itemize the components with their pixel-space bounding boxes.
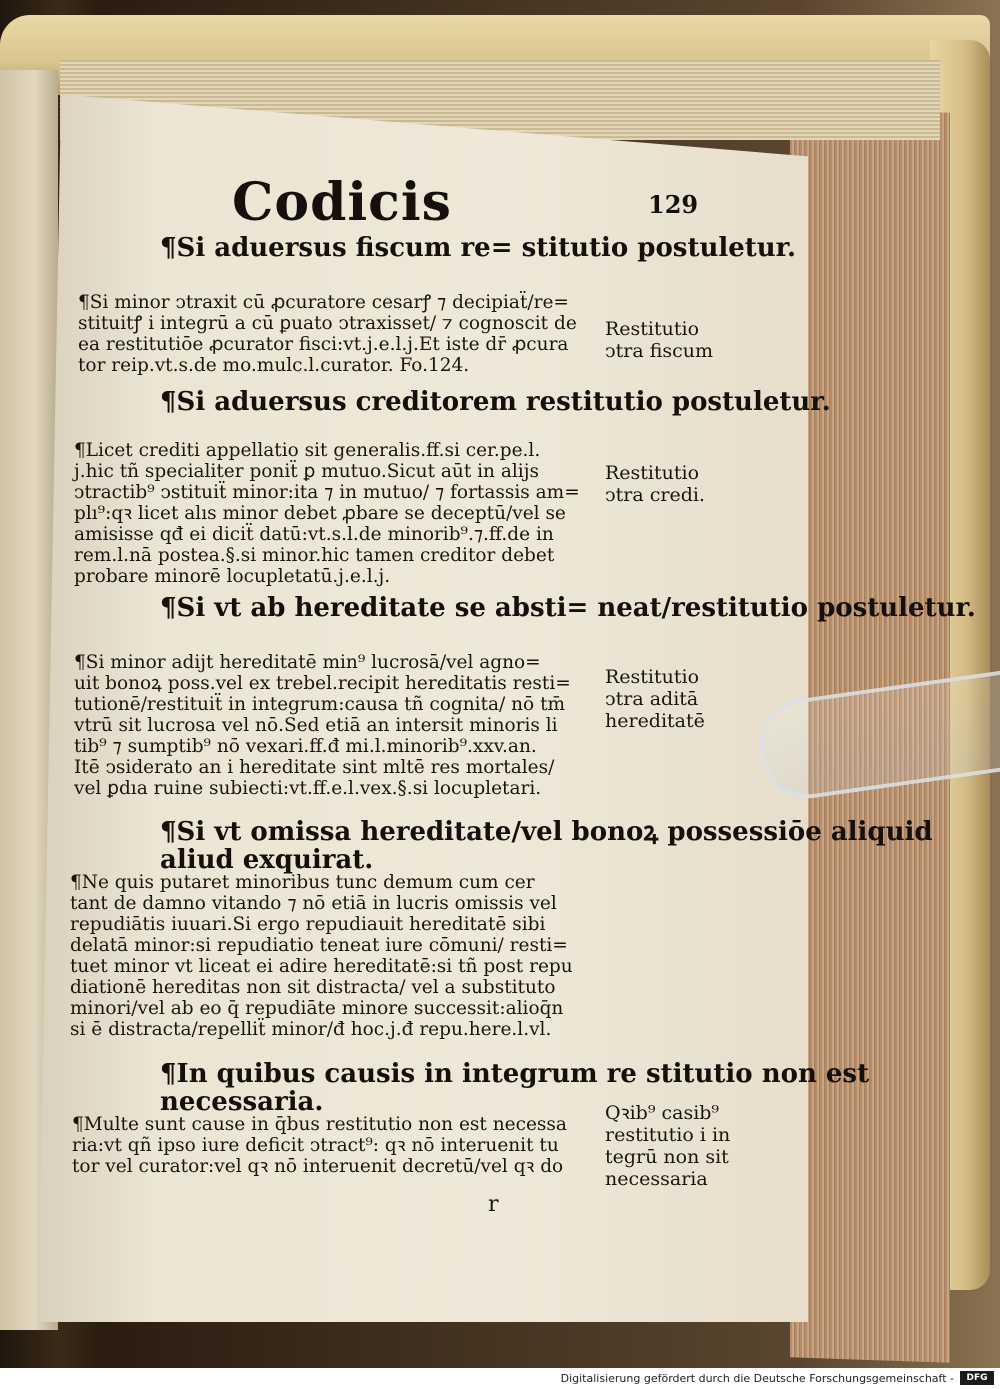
section-heading: ¶Si aduersus fiscum re= stitutio postuletur. — [160, 233, 797, 263]
margin-note: Restitutio ↄtra aditā hereditatē — [605, 666, 705, 732]
section-paragraph: ¶Si minor adijt hereditatē min⁹ lucrosā/vel agno= uit bonoꝝ poss.vel ex trebel.recipit hereditatis resti= tutionē/restituiẗ in integrum:causa tñ cognita/ nō tm̄ vtrū sit lucrosa vel nō.Sed etiā an intersit minoris li tib⁹ ⁊ sumptib⁹ nō vexari.ff.đ mi.l.minorib⁹.xxv.an. Itē ↄsiderato an i hereditate sint mltē res mortales/ vel ꝑdıa ruine subiecti:vt.ff.e.l.vex.§.si locupletari. — [74, 652, 571, 799]
section-heading: ¶Si vt omissa hereditate/vel bonoꝝ possessiōe aliquid aliud exquirat. — [160, 817, 933, 875]
funding-credit: Digitalisierung gefördert durch die Deutsche Forschungsgemeinschaft - — [560, 1372, 954, 1385]
margin-note: Restitutio ↄtra credi. — [605, 462, 705, 506]
margin-note: Qꝛib⁹ casib⁹ restitutio i in tegrū non sit necessaria — [605, 1102, 731, 1190]
section-paragraph: ¶Multe sunt cause in q̄bus restitutio non est necessa ria:vt qñ ipso iure deficit ↄtract⁹: qꝛ nō interuenit tu tor vel curator:vel qꝛ nō interuenit decretū/vel qꝛ do — [72, 1114, 567, 1177]
section-heading: ¶Si aduersus creditorem restitutio postuletur. — [160, 387, 831, 417]
signature-mark: r — [488, 1192, 499, 1217]
margin-note: Restitutio ↄtra fiscum — [605, 318, 714, 362]
section-heading: ¶Si vt ab hereditate se absti= neat/restitutio postuletur. — [160, 593, 976, 623]
footer-bar — [0, 1368, 1000, 1389]
folio-number: 129 — [648, 190, 699, 219]
running-head: Codicis — [232, 172, 452, 233]
section-paragraph: ¶Ne quis putaret minoribus tunc demum cum cer tant de damno vitando ⁊ nō etiā in lucris omissis vel repudiātis iuuari.Si ergo repudiauit hereditatē sibi delatā minor:si repudiatio teneat iure cōmuni/ resti= tuet minor vt liceat ei adire hereditatē:si tñ post repu diationē hereditas non sit distracta/ vel a substituto minori/vel ab eo q̄ repudiāte minore successit:alioq̄n si ē distracta/repelliẗ minor/đ hoc.j.đ repu.here.l.vl. — [70, 872, 573, 1040]
section-heading: ¶In quibus causis in integrum re stitutio non est necessaria. — [160, 1059, 870, 1117]
dfg-logo: DFG — [960, 1371, 994, 1385]
section-paragraph: ¶Licet crediti appellatio sit generalis.ff.si cer.pe.l. j.hic tñ specialiter poniẗ ꝑ mutuo.Sicut aūt in alijs ↄtractib⁹ ↄstituiẗ minor:ita ⁊ in mutuo/ ⁊ fortassis am= plı⁹:qꝛ licet alıs minor debet ꝓbare se deceptū/vel se amisisse qđ ei diciẗ datū:vt.s.l.de minorib⁹.⁊.ff.de in rem.l.nā postea.§.si minor.hic tamen creditor debet probare minorē locupletatū.j.e.l.j. — [74, 440, 580, 587]
section-paragraph: ¶Si minor ↄtraxit cū ꝓcuratore cesarꝭ ⁊ decipiaẗ/re= stituitꝭ i integrū a cū ꝑuato ↄtraxisset/ ⁊ cognoscit de ea restitutiōe ꝓcurator fisci:vt.j.e.l.j.Et iste dr̄ ꝓcura tor reip.vt.s.de mo.mulc.l.curator. Fo.124. — [78, 292, 577, 376]
